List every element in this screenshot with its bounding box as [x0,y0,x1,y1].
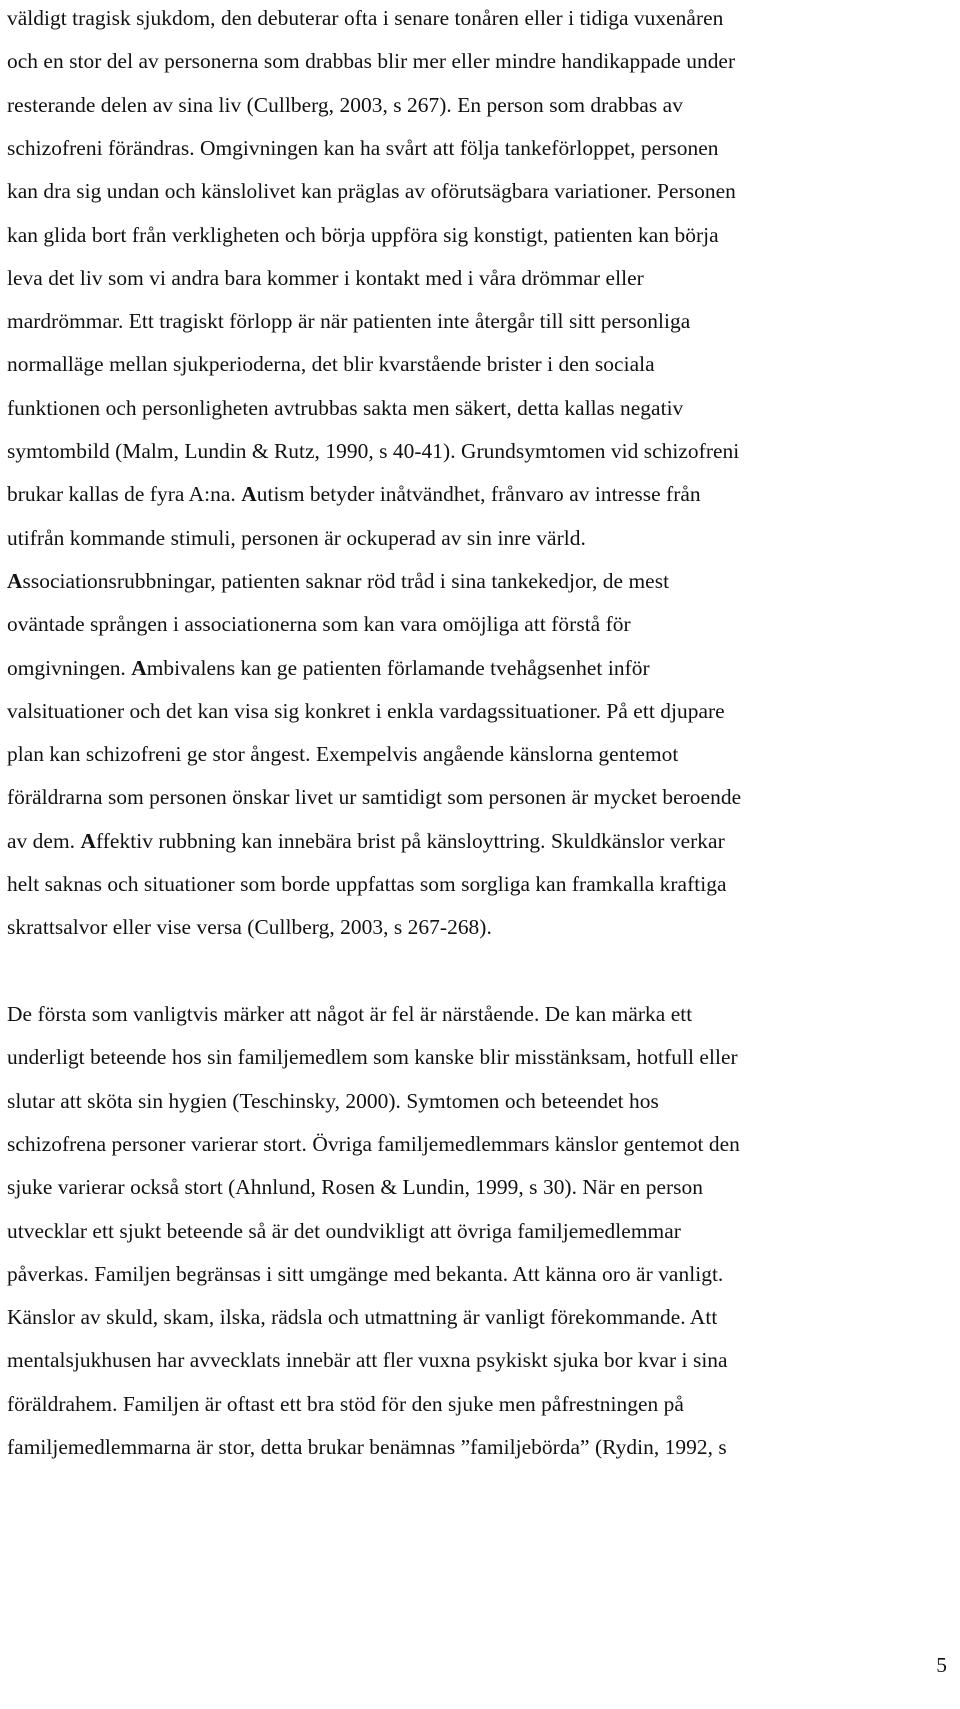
text-line [7,1122,740,1166]
text-segment: leva det liv som vi andra bara kommer i kontakt med i våra drömmar eller [7,265,644,290]
text-segment: brukar kallas de fyra A:na. [7,482,242,507]
text-line [7,429,739,473]
text-line [7,83,683,127]
text-line [7,646,650,690]
text-segment: familjemedlemmarna är stor, detta brukar benämnas ”familjebörda” (Rydin, 1992, s [7,1435,727,1459]
text-segment: valsituationer och det kan visa sig konkret i enkla vardagssituationer. På ett djupare [7,698,725,723]
text-line [7,775,741,819]
text-line [7,516,586,560]
text-segment: kan glida bort från verkligheten och börja uppföra sig konstigt, patienten kan börja [7,222,719,247]
text-segment: De första som vanligtvis märker att något är fel är närstående. De kan märka ett [7,1002,693,1026]
text-line [7,819,725,863]
text-line [7,689,725,733]
text-segment: Känslor av skuld, skam, ilska, rädsla och utmattning är vanligt förekommande. Att [7,1305,718,1330]
text-line [7,0,723,40]
emphasized-letter: A [241,482,257,507]
text-segment: schizofreni förändras. Omgivningen kan ha svårt att följa tankeförloppet, personen [7,135,719,160]
text-segment: schizofrena personer varierar stort. Övriga familjemedlemmars känslor gentemot den [7,1131,740,1156]
text-segment: utifrån kommande stimuli, personen är ockuperad av sin inre värld. [7,525,586,550]
text-line [7,1338,728,1382]
text-segment: ssociationsrubbningar, patienten saknar röd tråd i sina tankekedjor, de mest [22,568,670,593]
text-line [7,602,631,646]
text-segment: av dem. [7,828,81,853]
text-segment: skrattsalvor eller vise versa (Cullberg, 2003, s 267-268). [7,915,492,940]
text-segment: funktionen och personligheten avtrubbas sakta men säkert, detta kallas negativ [7,395,684,420]
emphasized-letter: A [7,568,23,593]
text-line [7,39,735,83]
text-line [7,126,719,170]
text-segment: kan dra sig undan och känslolivet kan präglas av oförutsägbara variationer. Personen [7,179,736,204]
text-line [7,862,727,906]
text-segment: ffektiv rubbning kan innebära brist på känsloyttring. Skuldkänslor verkar [95,828,725,853]
text-line [7,1035,738,1079]
text-segment: och en stor del av personerna som drabbas blir mer eller mindre handikappade under [7,49,736,74]
text-segment: oväntade sprången i associationerna som kan vara omöjliga att förstå för [7,612,631,637]
text-segment: utism betyder inåtvändhet, frånvaro av intresse från [256,482,701,507]
text-segment: sjuke varierar också stort (Ahnlund, Rosen & Lundin, 1999, s 30). När en person [7,1175,704,1200]
text-line [7,1165,703,1209]
text-segment: föräldrahem. Familjen är oftast ett bra stöd för den sjuke men påfrestningen på [7,1391,684,1416]
text-line [7,732,678,776]
page-number: 5 [936,1653,947,1677]
text-line [7,299,690,343]
text-line [7,386,683,430]
text-segment: föräldrarna som personen önskar livet ur samtidigt som personen är mycket beroende [7,785,742,810]
text-segment: omgivningen. [7,655,132,680]
text-line [7,1425,727,1469]
text-segment: mardrömmar. Ett tragiskt förlopp är när patienten inte återgår till sitt personliga [7,309,691,334]
text-line [7,169,736,213]
emphasized-letter: A [80,828,96,853]
text-line [7,342,655,386]
text-segment: helt saknas och situationer som borde uppfattas som sorgliga kan framkalla kraftiga [7,872,727,896]
text-line [7,256,644,300]
text-segment: mbivalens kan ge patienten förlamande tvehågsenhet inför [146,655,650,680]
text-segment: slutar att sköta sin hygien (Teschinsky, 2000). Symtomen och beteendet hos [7,1088,659,1113]
emphasized-letter: A [131,655,147,680]
text-segment: resterande delen av sina liv (Cullberg, 2003, s 267). En person som drabbas av [7,92,683,117]
text-segment: väldigt tragisk sjukdom, den debuterar ofta i senare tonåren eller i tidiga vuxenåren [7,6,724,30]
text-line [7,1382,684,1426]
text-line [7,559,669,603]
text-segment: underligt beteende hos sin familjemedlem som kanske blir misstänksam, hotfull eller [7,1045,738,1070]
text-line [7,1295,717,1339]
text-segment: påverkas. Familjen begränsas i sitt umgänge med bekanta. Att känna oro är vanligt. [7,1261,724,1286]
text-segment: symtombild (Malm, Lundin & Rutz, 1990, s 40-41). Grundsymtomen vid schizofreni [7,439,740,463]
text-segment: mentalsjukhusen har avvecklats innebär att fler vuxna psykiskt sjuka bor kvar i sina [7,1348,728,1373]
text-line [7,905,492,949]
text-line [7,1079,659,1123]
text-segment: utvecklar ett sjukt beteende så är det oundvikligt att övriga familjemedlemmar [7,1218,681,1243]
text-segment: plan kan schizofreni ge stor ångest. Exempelvis angående känslorna gentemot [7,742,679,767]
text-segment: normalläge mellan sjukperioderna, det blir kvarstående brister i den sociala [7,352,655,377]
text-line [7,1252,723,1296]
text-line [7,1209,681,1253]
text-line [7,992,692,1036]
text-line [7,213,719,257]
text-line [7,472,701,516]
